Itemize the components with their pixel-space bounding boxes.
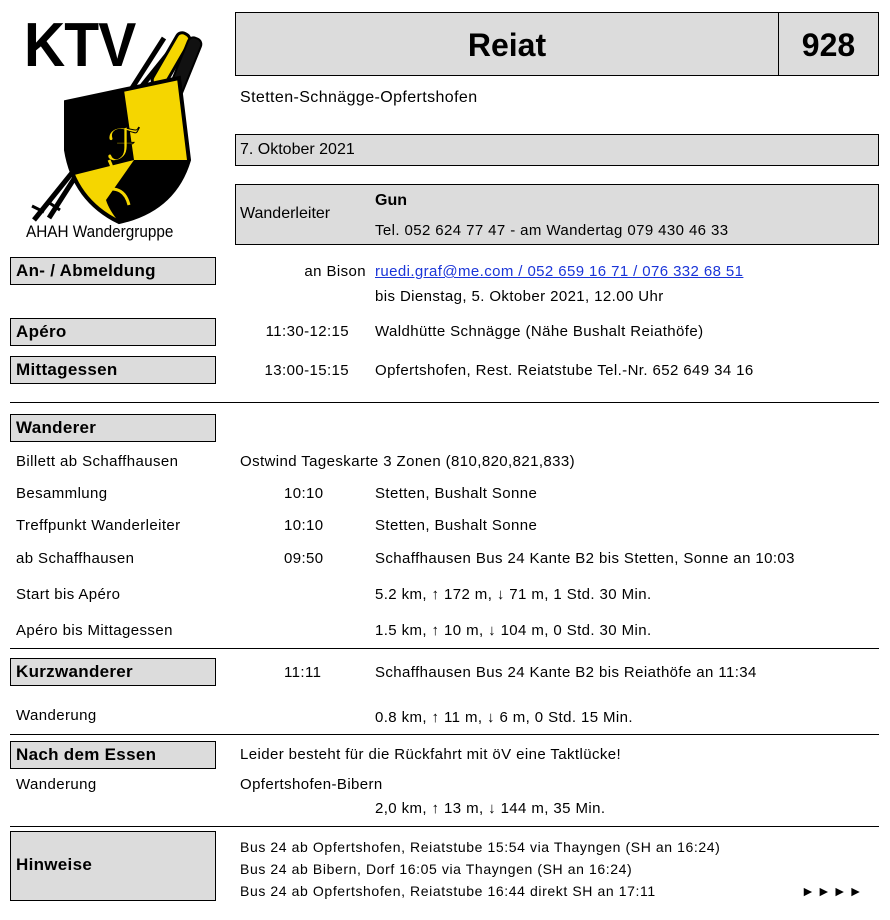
- kurz-hike-info: 0.8 km, ↑ 11 m, ↓ 6 m, 0 Std. 15 Min.: [375, 709, 633, 726]
- leader-name: Gun: [375, 192, 407, 209]
- table-row-time: 10:10: [284, 485, 324, 502]
- tour-number: 928: [801, 27, 856, 63]
- kurz-time: 11:11: [284, 664, 322, 681]
- lunch-time: 13:00-15:15: [264, 362, 349, 379]
- svg-text:ℱ: ℱ: [106, 120, 141, 171]
- hint-line: Bus 24 ab Opfertshofen, Reiatstube 15:54 via Thayngen (SH an 16:24): [240, 839, 721, 855]
- leader-phone: Tel. 052 624 77 47 - am Wandertag 079 430 46 33: [375, 222, 729, 239]
- hint-line: Bus 24 ab Opfertshofen, Reiatstube 16:44 direkt SH an 17:11: [240, 883, 656, 899]
- lunch-label: Mittagessen: [10, 356, 216, 384]
- section-divider: [10, 734, 879, 735]
- after-hike-info: 2,0 km, ↑ 13 m, ↓ 144 m, 35 Min.: [375, 800, 606, 817]
- logo-title: KTV: [24, 11, 136, 80]
- kurz-hike-label: Wanderung: [16, 707, 97, 724]
- logo-emblem: [14, 10, 224, 250]
- table-row-info: Ostwind Tageskarte 3 Zonen (810,820,821,833): [240, 453, 576, 470]
- table-row-name: Treffpunkt Wanderleiter: [16, 517, 181, 534]
- leader-box: [235, 184, 879, 245]
- logo-subtitle: AHAH Wandergruppe: [26, 222, 174, 241]
- table-row-info: 1.5 km, ↑ 10 m, ↓ 104 m, 0 Std. 30 Min.: [375, 622, 652, 639]
- table-row-info: Stetten, Bushalt Sonne: [375, 517, 538, 534]
- apero-place: Waldhütte Schnägge (Nähe Bushalt Reiathöfe): [375, 323, 704, 340]
- table-row-time: 09:50: [284, 550, 324, 567]
- next-arrows-icon: ►►►►: [801, 883, 865, 899]
- apero-time: 11:30-12:15: [265, 323, 349, 340]
- shield-icon: [66, 78, 189, 222]
- after-hike-label: Wanderung: [16, 776, 97, 793]
- table-row-name: Besammlung: [16, 485, 108, 502]
- table-row-time: 10:10: [284, 517, 324, 534]
- table-row-name: Apéro bis Mittagessen: [16, 622, 173, 639]
- section-divider: [10, 402, 879, 403]
- registration-label: An- / Abmeldung: [10, 257, 216, 285]
- wanderer-label: Wanderer: [10, 414, 216, 442]
- hints-label: Hinweise: [10, 831, 216, 901]
- table-row-info: 5.2 km, ↑ 172 m, ↓ 71 m, 1 Std. 30 Min.: [375, 586, 652, 603]
- table-row-name: Billett ab Schaffhausen: [16, 453, 179, 470]
- hint-line: Bus 24 ab Bibern, Dorf 16:05 via Thayngen (SH an 16:24): [240, 861, 633, 877]
- kurz-label: Kurzwanderer: [10, 658, 216, 686]
- logo: [14, 10, 224, 250]
- table-row-info: Stetten, Bushalt Sonne: [375, 485, 538, 502]
- apero-label: Apéro: [10, 318, 216, 346]
- lunch-place: Opfertshofen, Rest. Reiatstube Tel.-Nr. 652 649 34 16: [375, 362, 754, 379]
- number-box: [778, 12, 879, 76]
- registration-to: an Bison: [304, 263, 366, 280]
- leader-label: Wanderleiter: [240, 205, 331, 222]
- section-divider: [10, 648, 879, 649]
- tour-date: 7. Oktober 2021: [240, 141, 355, 158]
- registration-contact-link[interactable]: ruedi.graf@me.com / 052 659 16 71 / 076 332 68 51: [375, 263, 744, 280]
- route-name: Stetten-Schnägge-Opfertshofen: [240, 89, 478, 106]
- date-box: [235, 134, 879, 166]
- page-title: Reiat: [467, 27, 547, 63]
- after-hike-route: Opfertshofen-Bibern: [240, 776, 383, 793]
- after-label: Nach dem Essen: [10, 741, 216, 769]
- table-row-info: Schaffhausen Bus 24 Kante B2 bis Stetten, Sonne an 10:03: [375, 550, 795, 567]
- title-box: [235, 12, 779, 76]
- table-row-name: Start bis Apéro: [16, 586, 121, 603]
- section-divider: [10, 826, 879, 827]
- table-row-name: ab Schaffhausen: [16, 550, 135, 567]
- registration-deadline: bis Dienstag, 5. Oktober 2021, 12.00 Uhr: [375, 288, 664, 305]
- kurz-info: Schaffhausen Bus 24 Kante B2 bis Reiathöfe an 11:34: [375, 664, 757, 681]
- after-note: Leider besteht für die Rückfahrt mit öV eine Taktlücke!: [240, 746, 622, 763]
